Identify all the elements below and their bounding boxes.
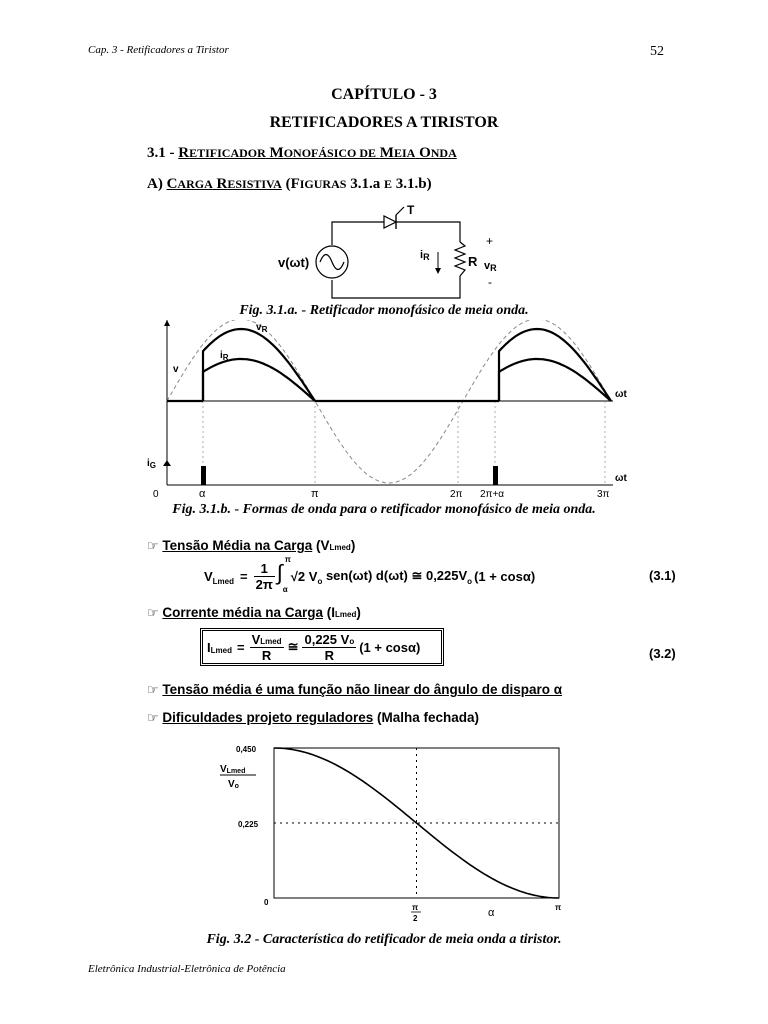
sc-rest: NDA bbox=[430, 146, 457, 160]
tick-3pi: 3π bbox=[597, 489, 610, 500]
circuit-diagram bbox=[270, 200, 510, 305]
running-footer: Eletrônica Industrial-Eletrônica de Potência bbox=[88, 963, 286, 975]
ytick-mid: 0,225 bbox=[238, 820, 259, 829]
hand-pointer-icon: ☞ bbox=[147, 711, 159, 726]
tick-2pi-alpha: 2π+α bbox=[480, 489, 505, 500]
bullet-symbol: (V bbox=[315, 538, 330, 553]
gate-pulse bbox=[493, 466, 498, 485]
v-label: v bbox=[173, 364, 179, 375]
fig3-caption: Fig. 3.2 - Característica do retificador de meia onda a tiristor. bbox=[206, 932, 562, 947]
sc-rest: ARGA bbox=[177, 177, 213, 191]
subsection-label: A) bbox=[147, 176, 163, 192]
bullet-extra: (Malha fechada) bbox=[376, 710, 480, 725]
current-arrowhead bbox=[435, 268, 441, 274]
bullet-symbol-sub: Lmed bbox=[329, 543, 351, 552]
eq-term: √2 V bbox=[290, 568, 318, 584]
tick-alpha: α bbox=[199, 488, 206, 500]
ig-label: $i_G$ bbox=[147, 458, 157, 470]
bullet-paren: ) bbox=[350, 538, 356, 553]
wt-label-bottom: ωt bbox=[615, 473, 627, 484]
section-heading bbox=[147, 145, 457, 162]
sc-letter: F bbox=[290, 176, 300, 192]
vr-label: $v_R$ bbox=[256, 322, 268, 334]
load-current-curve bbox=[499, 359, 611, 401]
bullet-nonlinear bbox=[147, 682, 562, 698]
paren: ) bbox=[426, 176, 432, 192]
bullet-text: Tensão média é uma função não linear do ângulo de disparo α bbox=[162, 682, 563, 697]
guide-lines bbox=[203, 401, 605, 485]
wire-bottom bbox=[332, 276, 460, 298]
eq-term: (1 + cosα) bbox=[474, 568, 536, 584]
load-voltage-curve bbox=[499, 329, 611, 401]
tick-0: 0 bbox=[153, 489, 159, 500]
eq-fraction: $\frac{\text{VLmed}}{R}$ bbox=[251, 631, 282, 663]
source-label: v(ωt) bbox=[278, 255, 310, 270]
fig-ref: 3.1.a bbox=[350, 176, 381, 192]
svg-text:2: 2 bbox=[413, 914, 418, 923]
svg-text:π: π bbox=[412, 903, 419, 912]
x-axis-alpha-label: α bbox=[488, 907, 495, 919]
current-label: iR bbox=[420, 249, 430, 262]
eq-equals: = bbox=[236, 639, 245, 655]
sc-letter: O bbox=[419, 145, 431, 161]
hand-pointer-icon: ☞ bbox=[147, 539, 159, 554]
eq-symbol: V bbox=[204, 568, 213, 584]
waveform-plot bbox=[145, 320, 640, 502]
section-number: 3.1 - bbox=[147, 145, 175, 161]
eq-symbol: I bbox=[207, 639, 211, 655]
gate-pulse bbox=[201, 466, 206, 485]
bullet-text: Tensão Média na Carga bbox=[162, 538, 313, 553]
ytick-top: 0,450 bbox=[236, 745, 257, 754]
bullet-text: Dificuldades projeto reguladores bbox=[162, 710, 374, 725]
integral-sign: ∫ π α bbox=[276, 555, 291, 594]
bullet-text: Corrente média na Carga bbox=[162, 605, 323, 620]
sc-rest: IGURAS bbox=[299, 177, 347, 191]
eq-equals: = bbox=[240, 568, 248, 584]
sc-rest: ETIFICADOR bbox=[189, 146, 266, 160]
eq-fraction: $\frac{0,225 Vo}{R}$ bbox=[304, 631, 355, 663]
ytick-zero: 0 bbox=[264, 898, 269, 907]
minus-sign: - bbox=[488, 275, 492, 289]
eq-term: sen(ωt) d(ωt) ≅ 0,225V bbox=[322, 568, 468, 583]
hand-pointer-icon: ☞ bbox=[147, 683, 159, 698]
wt-label-top: ωt bbox=[615, 389, 627, 400]
sc-letter: M bbox=[269, 145, 284, 161]
page-number: 52 bbox=[650, 44, 664, 59]
bullet-regulators bbox=[147, 710, 479, 726]
eq-sub: Lmed bbox=[212, 577, 235, 586]
equation-number-3-1: (3.1) bbox=[649, 568, 676, 583]
equation-3-2: I Lmed = $\frac{\text{VLmed}}{R}$ ≅ $\frac{0,225 Vo}{R}$ (1 + cosα) bbox=[200, 628, 444, 666]
sc-letter: R bbox=[178, 145, 190, 161]
load-current-curve bbox=[203, 359, 315, 401]
chapter-title: CAPÍTULO - 3 bbox=[331, 86, 437, 103]
plus-sign: + bbox=[486, 234, 494, 248]
thyristor-label: T bbox=[407, 203, 415, 217]
sc-rest: ONOFÁSICO DE bbox=[283, 146, 377, 160]
y-axis-label bbox=[220, 764, 256, 790]
subsection-heading bbox=[147, 176, 432, 193]
bullet-mean-voltage bbox=[147, 538, 355, 554]
characteristic-chart bbox=[210, 738, 580, 928]
voltage-label: vR bbox=[484, 260, 497, 273]
fig-ref: 3.1.b bbox=[395, 176, 427, 192]
bullet-symbol-sub: Lmed bbox=[335, 610, 357, 619]
fig2-caption: Fig. 3.1.b. - Formas de onda para o retificador monofásico de meia onda. bbox=[172, 502, 596, 517]
paren: ( bbox=[285, 176, 291, 192]
sc-letter: R bbox=[216, 176, 228, 192]
bullet-mean-current bbox=[147, 605, 361, 621]
load-voltage-curve bbox=[203, 329, 315, 401]
xtick-half-pi bbox=[411, 903, 421, 923]
eq-term: (1 + cosα) bbox=[359, 639, 421, 655]
y-axis-arrow bbox=[164, 320, 170, 326]
bullet-paren: ) bbox=[356, 605, 361, 620]
sc-rest: ESISTIVA bbox=[227, 177, 282, 191]
sc-letter: C bbox=[166, 176, 178, 192]
sc-rest: EIA bbox=[393, 146, 416, 160]
sc-rest: E bbox=[383, 177, 392, 191]
running-header: Cap. 3 - Retificadores a Tiristor bbox=[88, 44, 229, 56]
resistor-symbol bbox=[455, 242, 465, 276]
tick-2pi: 2π bbox=[450, 489, 463, 500]
tick-pi: π bbox=[311, 488, 319, 500]
hand-pointer-icon: ☞ bbox=[147, 606, 159, 621]
eq-fraction: $\frac{1}{2\pi}$ bbox=[255, 560, 273, 592]
svg-text:Vo: Vo bbox=[228, 779, 239, 790]
equation-number-3-2: (3.2) bbox=[649, 646, 676, 661]
bullet-symbol: (I bbox=[326, 605, 335, 620]
thyristor-symbol bbox=[384, 207, 404, 229]
ig-axis-arrow bbox=[163, 460, 171, 466]
resistor-label: R bbox=[468, 254, 478, 269]
equation-3-1: V Lmed = $\frac{1}{2\pi}$ ∫ π α √2 V o sen(ωt) d(ωt) ≅ 0,225V o (1 + cosα) bbox=[204, 555, 536, 594]
xtick-pi: π bbox=[555, 903, 562, 912]
fig1-caption: Fig. 3.1.a. - Retificador monofásico de meia onda. bbox=[239, 303, 529, 318]
ir-label: $i_R$ bbox=[220, 350, 229, 362]
eq-approx: ≅ bbox=[287, 639, 299, 654]
svg-text:VLmed: VLmed bbox=[220, 764, 246, 775]
sc-letter: M bbox=[379, 145, 394, 161]
chapter-heading: RETIFICADORES A TIRISTOR bbox=[269, 114, 499, 131]
